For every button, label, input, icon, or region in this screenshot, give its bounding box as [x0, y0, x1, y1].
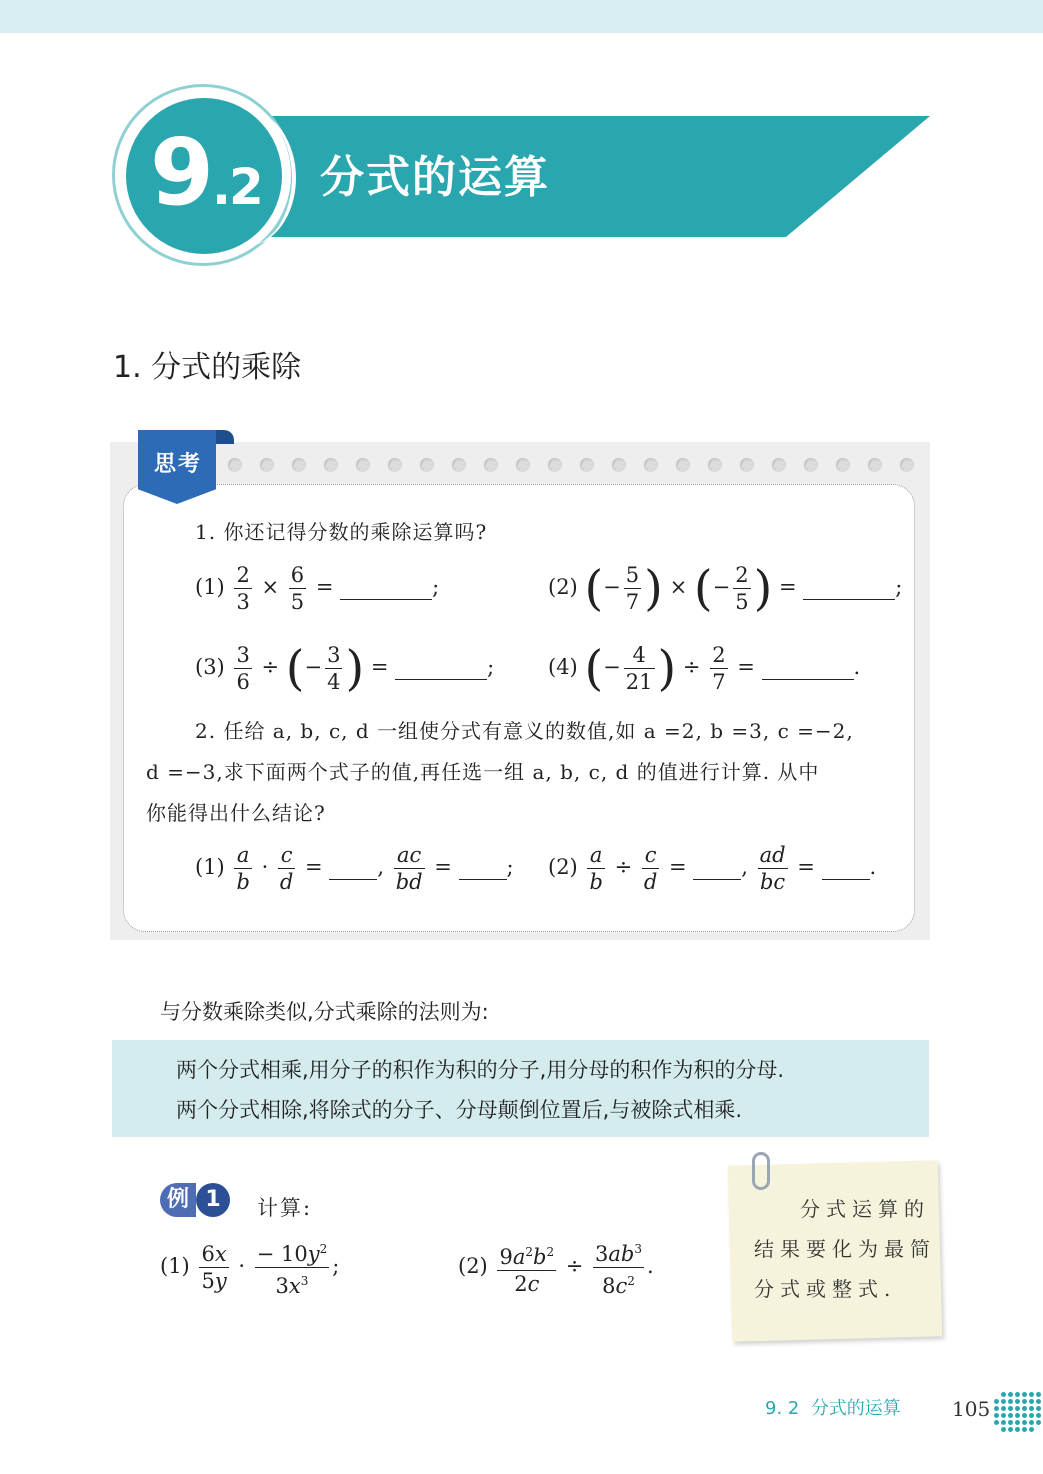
example-1-2: (2) $\frac{9a^2b^2}{2c}$ ÷ $\frac{3ab^3}{8c^2}$ . — [458, 1236, 654, 1299]
think-tag-label: 思考 — [153, 452, 202, 477]
example-label: 计算: — [257, 1196, 313, 1220]
exercise-2-2: (2) $\frac{a}{b}$ ÷ $\frac{c}{d}$ = , $\frac{ad}{bc}$ = . — [548, 843, 877, 894]
question-2-line-2: d =−3,求下面两个式子的值,再任选一组 a, b, c, d 的值进行计算. 从中 — [146, 760, 820, 784]
page-number: 105 — [952, 1397, 991, 1421]
chapter-title: 分式的运算 — [320, 152, 550, 203]
example-badge: 例 — [160, 1183, 196, 1217]
exercise-2-1: (1) $\frac{a}{b}$ · $\frac{c}{d}$ = , $\frac{ac}{bd}$ = ; — [195, 843, 514, 894]
exercise-1-4: (4) (− $\frac{4}{21}$ ) ÷ $\frac{2}{7}$ = . — [548, 640, 861, 697]
rule-intro: 与分数乘除类似,分式乘除的法则为: — [160, 1000, 489, 1024]
question-1: 1. 你还记得分数的乘除运算吗? — [195, 520, 488, 544]
question-2-line-3: 你能得出什么结论? — [146, 801, 326, 825]
paperclip-icon — [752, 1152, 770, 1190]
rule-line-1: 两个分式相乘,用分子的积作为积的分子,用分母的积作为积的分母. — [176, 1058, 785, 1082]
example-number-badge: 1 — [196, 1183, 230, 1217]
example-1-1: (1) $\frac{6x}{5y}$ · $\frac{- 10y^2}{3x^3}$ ; — [160, 1236, 339, 1299]
section-title: 1. 分式的乘除 — [113, 350, 302, 385]
binder-holes — [228, 458, 918, 472]
top-bar — [0, 0, 1043, 33]
footer-section: 9. 2 分式的运算 — [765, 1398, 901, 1419]
note-line-3: 分式或整式. — [754, 1277, 897, 1301]
rule-line-2: 两个分式相除,将除式的分子、分母颠倒位置后,与被除式相乘. — [176, 1098, 743, 1122]
dots-decoration-icon — [994, 1390, 1042, 1430]
note-line-2: 结果要化为最简 — [754, 1237, 936, 1261]
note-line-1: 分式运算的 — [800, 1197, 930, 1221]
chapter-number: 9.2 — [150, 119, 262, 226]
exercise-1-1: (1) $\frac{2}{3}$ × $\frac{6}{5}$ = ; — [195, 563, 440, 614]
chapter-banner-bar — [210, 116, 930, 237]
exercise-1-2: (2) (− $\frac{5}{7}$ ) × (− $\frac{2}{5}$ ) = ; — [548, 560, 903, 617]
exercise-1-3: (3) $\frac{3}{6}$ ÷ (− $\frac{3}{4}$ ) = ; — [195, 640, 495, 697]
question-2-line-1: 2. 任给 a, b, c, d 一组使分式有意义的数值,如 a =2, b =3, c =−2, — [195, 719, 854, 743]
